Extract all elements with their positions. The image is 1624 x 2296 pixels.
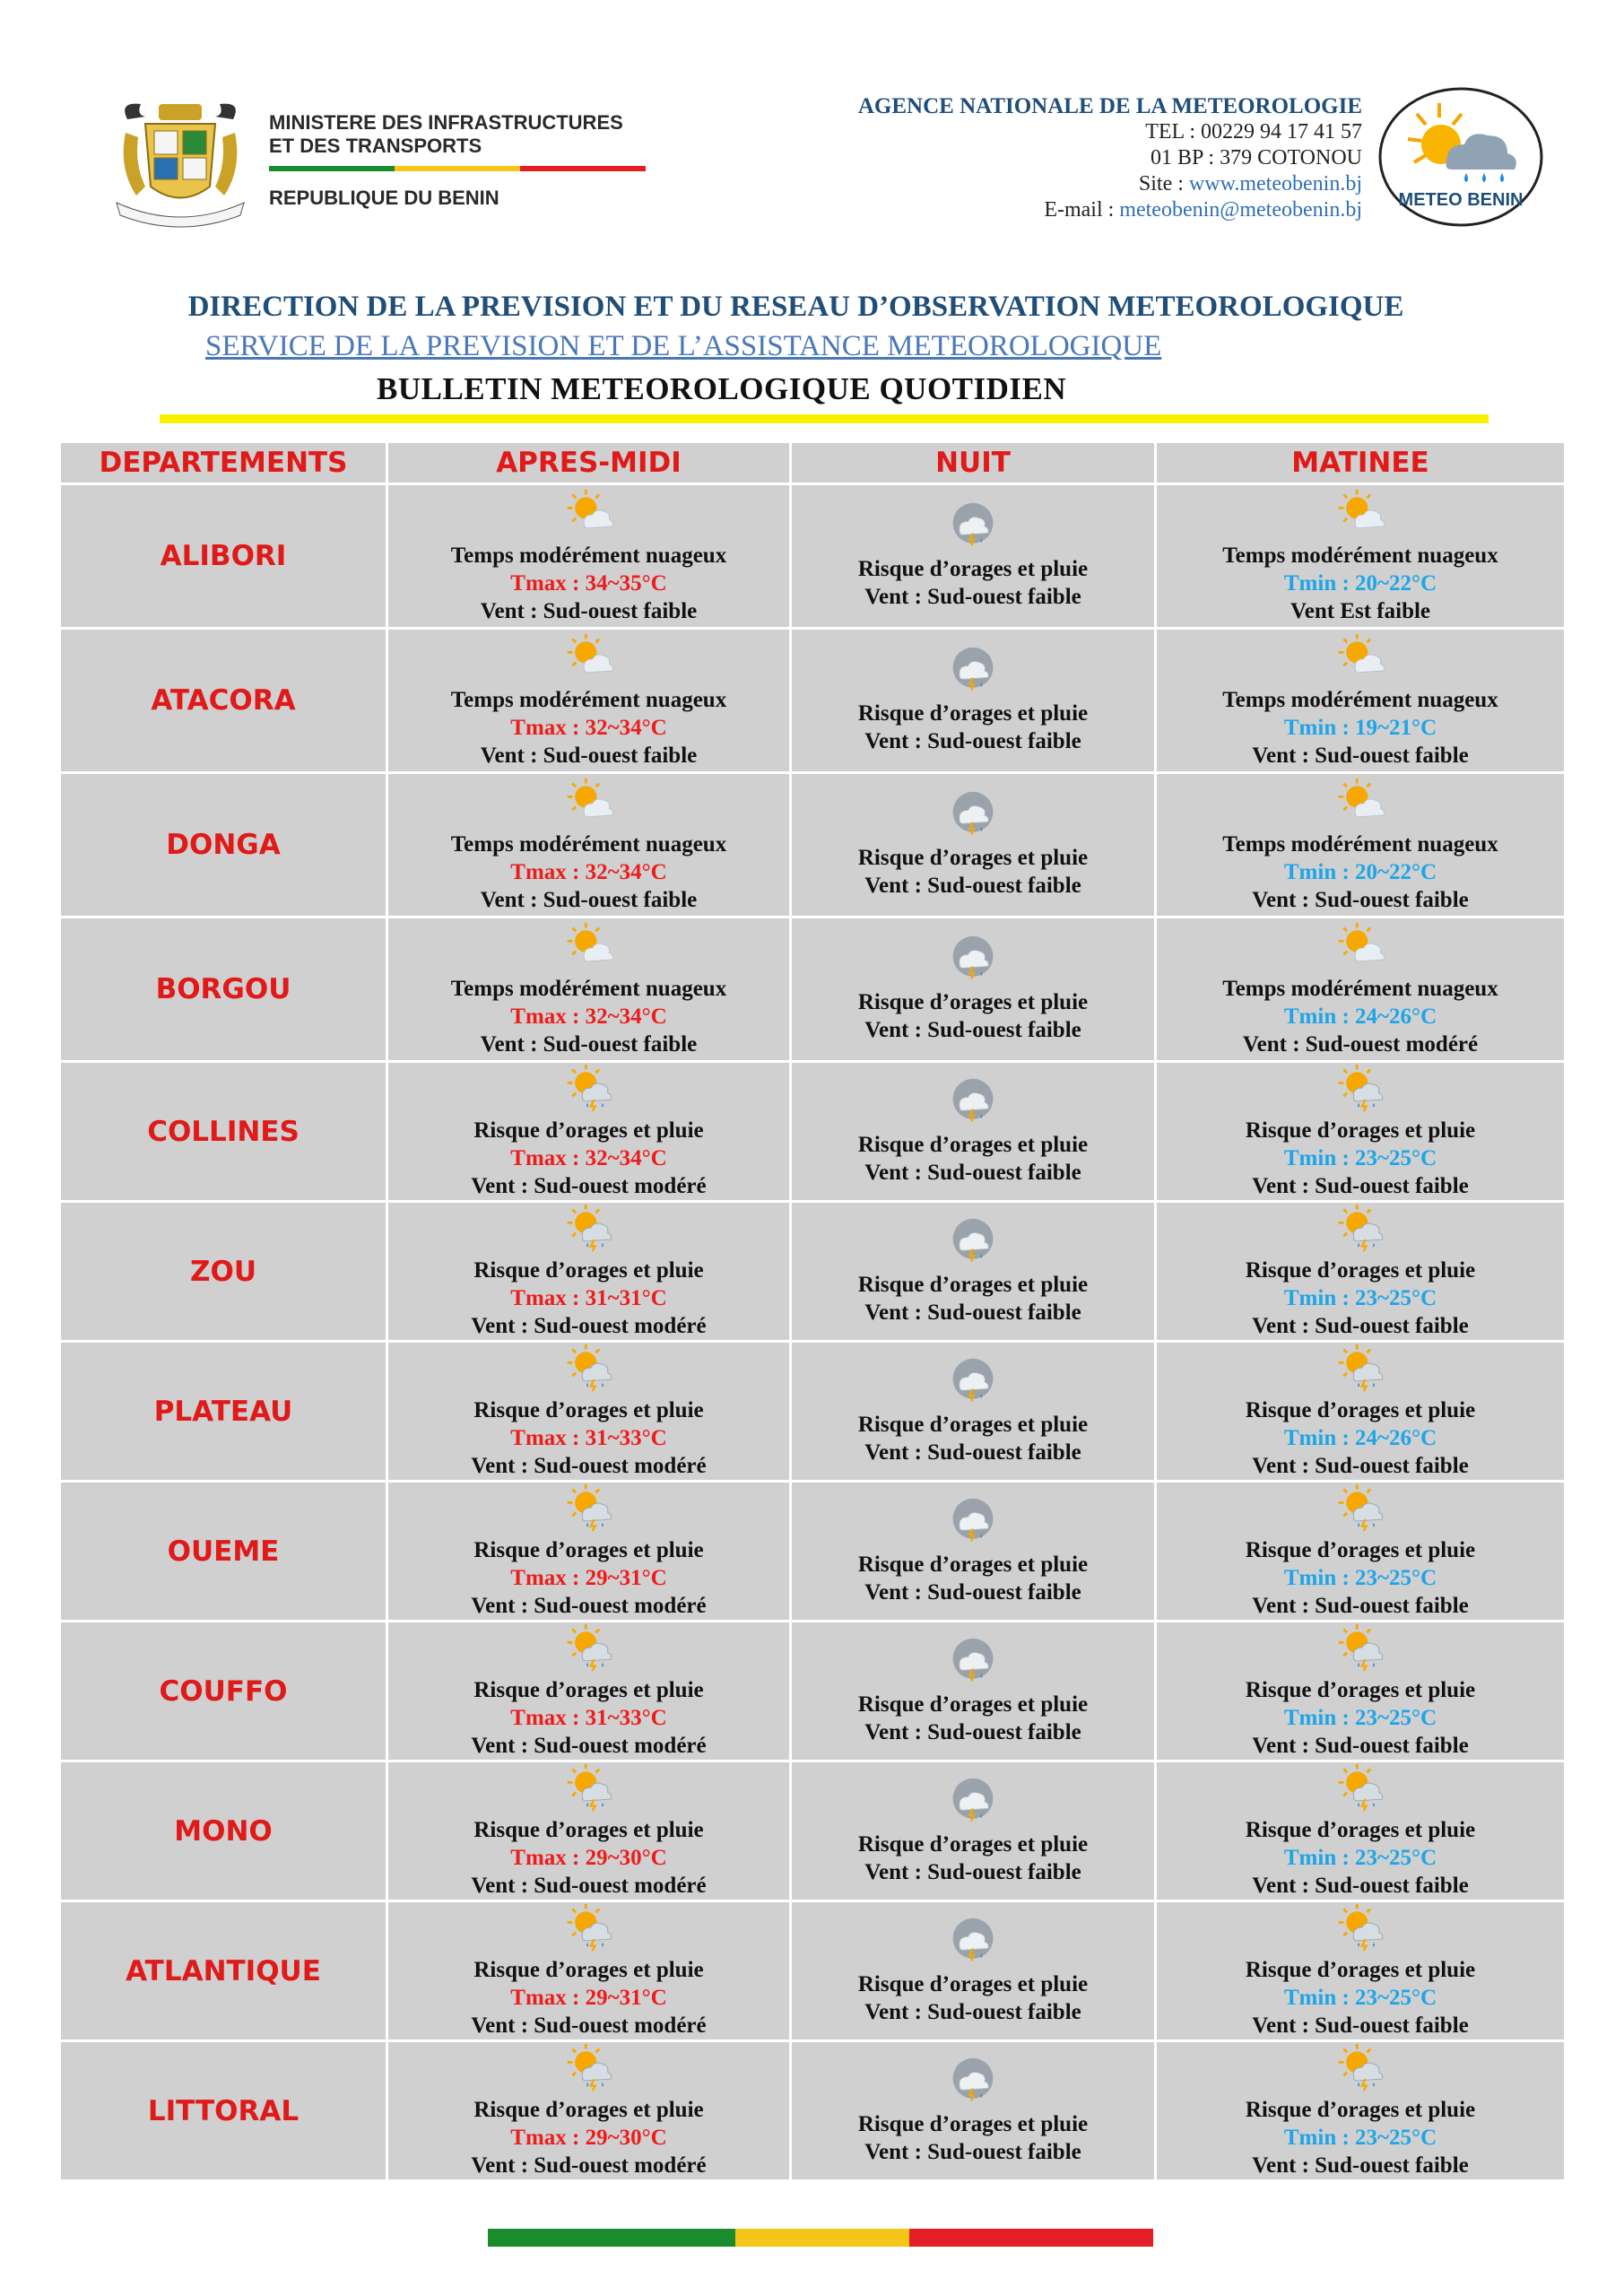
tmax-value: Tmax : 32~34°C bbox=[510, 1004, 667, 1029]
wind-info: Vent : Sud-ouest faible bbox=[864, 2139, 1081, 2164]
wind-info: Vent : Sud-ouest faible bbox=[864, 1018, 1081, 1042]
wind-info: Vent : Sud-ouest faible bbox=[864, 1439, 1081, 1465]
sun-thunderstorm-icon bbox=[1335, 1622, 1385, 1673]
sun-thunderstorm-icon bbox=[564, 1762, 614, 1813]
department-name: ATLANTIQUE bbox=[61, 1902, 386, 2039]
thunderstorm-night-icon bbox=[948, 1777, 998, 1827]
tmin-value: Tmin : 23~25°C bbox=[1283, 1286, 1437, 1310]
thunderstorm-night-icon bbox=[948, 935, 998, 985]
tmax-value: Tmax : 32~34°C bbox=[510, 859, 667, 884]
forecast-cell-nuit bbox=[792, 1762, 1154, 1900]
tmax-value: Tmax : 29~30°C bbox=[510, 1846, 667, 1870]
thunderstorm-night-icon bbox=[948, 790, 998, 840]
weather-condition: Risque d’orages et pluie bbox=[1245, 1118, 1476, 1143]
thunderstorm-night-icon bbox=[948, 2057, 998, 2107]
sun-thunderstorm-icon bbox=[1335, 2042, 1385, 2092]
weather-condition: Temps modérément nuageux bbox=[450, 976, 727, 1001]
wind-info: Vent : Sud-ouest faible bbox=[480, 743, 698, 768]
thunderstorm-night-icon bbox=[948, 1497, 998, 1547]
forecast-cell-matinee bbox=[1157, 485, 1564, 627]
wind-info: Vent : Sud-ouest modéré bbox=[1242, 1031, 1479, 1057]
partly-cloudy-sun-icon bbox=[1335, 488, 1385, 538]
thunderstorm-night-icon bbox=[948, 501, 998, 552]
tmax-value: Tmax : 29~31°C bbox=[510, 1566, 667, 1590]
weather-condition: Temps modérément nuageux bbox=[450, 831, 727, 857]
weather-condition: Temps modérément nuageux bbox=[1222, 687, 1498, 712]
forecast-cell-matinee bbox=[1157, 1762, 1564, 1900]
department-name: BORGOU bbox=[61, 918, 386, 1060]
forecast-cell-apres-midi bbox=[388, 1203, 789, 1340]
weather-condition: Temps modérément nuageux bbox=[450, 543, 727, 568]
thunderstorm-night-icon bbox=[948, 646, 998, 696]
tmin-value: Tmin : 23~25°C bbox=[1283, 1846, 1437, 1870]
partly-cloudy-sun-icon bbox=[564, 921, 614, 971]
forecast-cell-apres-midi bbox=[388, 1762, 789, 1900]
wind-info: Vent : Sud-ouest modéré bbox=[471, 1874, 707, 1898]
weather-condition: Risque d’orages et pluie bbox=[1245, 1538, 1476, 1562]
sun-thunderstorm-icon bbox=[564, 1203, 614, 1253]
forecast-cell-matinee bbox=[1157, 1483, 1564, 1620]
forecast-cell-nuit bbox=[792, 1902, 1154, 2039]
wind-info: Vent : Sud-ouest faible bbox=[864, 729, 1081, 753]
forecast-table bbox=[61, 443, 1564, 2178]
forecast-cell-matinee bbox=[1157, 2042, 1564, 2179]
forecast-cell-apres-midi bbox=[388, 630, 789, 771]
wind-info: Vent Est faible bbox=[1290, 598, 1431, 623]
department-name: LITTORAL bbox=[61, 2042, 386, 2179]
wind-info: Vent : Sud-ouest faible bbox=[864, 585, 1081, 609]
weather-condition: Risque d’orages et pluie bbox=[857, 1132, 1089, 1157]
weather-condition: Temps modérément nuageux bbox=[1222, 831, 1498, 857]
email-label: E-mail : bbox=[1044, 198, 1120, 222]
wind-info: Vent : Sud-ouest faible bbox=[1252, 887, 1469, 912]
forecast-cell-apres-midi bbox=[388, 1063, 789, 1200]
forecast-cell-matinee bbox=[1157, 1063, 1564, 1200]
forecast-cell-matinee bbox=[1157, 1203, 1564, 1340]
weather-condition: Risque d’orages et pluie bbox=[473, 1258, 704, 1283]
wind-info: Vent : Sud-ouest modéré bbox=[471, 1734, 707, 1758]
tmin-value: Tmin : 23~25°C bbox=[1283, 1146, 1437, 1170]
department-name: ALIBORI bbox=[61, 485, 386, 627]
agency-tel: TEL : 00229 94 17 41 57 bbox=[1145, 120, 1362, 144]
wind-info: Vent : Sud-ouest faible bbox=[864, 1160, 1081, 1185]
site-link[interactable]: www.meteobenin.bj bbox=[1188, 172, 1362, 196]
wind-info: Vent : Sud-ouest modéré bbox=[471, 1174, 707, 1198]
flag-stripe bbox=[269, 166, 646, 171]
wind-info: Vent : Sud-ouest faible bbox=[1252, 2153, 1469, 2178]
wind-info: Vent : Sud-ouest modéré bbox=[471, 1454, 707, 1478]
forecast-cell-nuit bbox=[792, 2042, 1154, 2179]
tmax-value: Tmax : 32~34°C bbox=[510, 1146, 667, 1170]
tmin-value: Tmin : 20~22°C bbox=[1283, 859, 1437, 884]
sun-thunderstorm-icon bbox=[564, 1063, 614, 1113]
forecast-cell-matinee bbox=[1157, 918, 1564, 1060]
wind-info: Vent : Sud-ouest faible bbox=[1252, 1734, 1469, 1758]
department-name: COLLINES bbox=[61, 1063, 386, 1200]
sun-thunderstorm-icon bbox=[1335, 1483, 1385, 1533]
weather-condition: Risque d’orages et pluie bbox=[1245, 2098, 1476, 2122]
tmax-value: Tmax : 32~34°C bbox=[510, 715, 667, 740]
forecast-cell-apres-midi bbox=[388, 774, 789, 916]
title-underline bbox=[160, 414, 1489, 423]
partly-cloudy-sun-icon bbox=[564, 777, 614, 827]
weather-condition: Temps modérément nuageux bbox=[1222, 543, 1498, 568]
forecast-cell-apres-midi bbox=[388, 1343, 789, 1480]
tmin-value: Tmin : 23~25°C bbox=[1283, 1706, 1437, 1730]
wind-info: Vent : Sud-ouest faible bbox=[1252, 1174, 1469, 1198]
column-header-nuit: NUIT bbox=[792, 443, 1154, 483]
ministry-name bbox=[269, 111, 623, 158]
wind-info: Vent : Sud-ouest faible bbox=[864, 1999, 1081, 2024]
weather-condition: Risque d’orages et pluie bbox=[473, 1678, 704, 1702]
weather-condition: Temps modérément nuageux bbox=[450, 687, 727, 712]
department-name: OUEME bbox=[61, 1483, 386, 1620]
forecast-cell-nuit bbox=[792, 1203, 1154, 1340]
agency-contact bbox=[858, 93, 1362, 223]
weather-condition: Risque d’orages et pluie bbox=[857, 1552, 1089, 1577]
tmin-value: Tmin : 24~26°C bbox=[1283, 1004, 1437, 1029]
wind-info: Vent : Sud-ouest faible bbox=[864, 1300, 1081, 1325]
department-name: DONGA bbox=[61, 774, 386, 916]
wind-info: Vent : Sud-ouest faible bbox=[1252, 1314, 1469, 1338]
tmax-value: Tmax : 29~31°C bbox=[510, 1986, 667, 2010]
weather-condition: Risque d’orages et pluie bbox=[857, 557, 1089, 581]
wind-info: Vent : Sud-ouest faible bbox=[1252, 743, 1469, 768]
weather-condition: Risque d’orages et pluie bbox=[1245, 1678, 1476, 1702]
forecast-cell-matinee bbox=[1157, 1622, 1564, 1760]
thunderstorm-night-icon bbox=[948, 1077, 998, 1127]
service-title: SERVICE DE LA PREVISION ET DE L’ASSISTANCE METEOROLOGIQUE bbox=[205, 330, 1162, 362]
sun-thunderstorm-icon bbox=[1335, 1203, 1385, 1253]
forecast-cell-nuit bbox=[792, 1063, 1154, 1200]
forecast-cell-apres-midi bbox=[388, 1622, 789, 1760]
sun-thunderstorm-icon bbox=[1335, 1343, 1385, 1393]
site-label: Site : bbox=[1138, 172, 1189, 196]
wind-info: Vent : Sud-ouest faible bbox=[480, 598, 698, 623]
wind-info: Vent : Sud-ouest faible bbox=[1252, 1874, 1469, 1898]
weather-condition: Risque d’orages et pluie bbox=[857, 990, 1089, 1014]
weather-condition: Risque d’orages et pluie bbox=[473, 1818, 704, 1842]
column-header-matinee: MATINEE bbox=[1157, 443, 1564, 483]
weather-condition: Risque d’orages et pluie bbox=[857, 846, 1089, 870]
meteo-benin-logo-icon bbox=[1376, 85, 1545, 229]
sun-thunderstorm-icon bbox=[564, 1902, 614, 1952]
sun-thunderstorm-icon bbox=[564, 1343, 614, 1393]
forecast-cell-nuit bbox=[792, 630, 1154, 771]
wind-info: Vent : Sud-ouest faible bbox=[480, 1031, 698, 1057]
wind-info: Vent : Sud-ouest modéré bbox=[471, 1314, 707, 1338]
weather-condition: Risque d’orages et pluie bbox=[473, 1538, 704, 1562]
forecast-cell-matinee bbox=[1157, 1902, 1564, 2039]
thunderstorm-night-icon bbox=[948, 1357, 998, 1407]
weather-condition: Risque d’orages et pluie bbox=[1245, 1818, 1476, 1842]
tmax-value: Tmax : 31~33°C bbox=[510, 1706, 667, 1730]
sun-thunderstorm-icon bbox=[564, 1622, 614, 1673]
forecast-cell-nuit bbox=[792, 918, 1154, 1060]
email-link[interactable]: meteobenin@meteobenin.bj bbox=[1119, 198, 1362, 222]
sun-thunderstorm-icon bbox=[1335, 1762, 1385, 1813]
forecast-cell-nuit bbox=[792, 485, 1154, 627]
tmin-value: Tmin : 24~26°C bbox=[1283, 1426, 1437, 1450]
forecast-cell-nuit bbox=[792, 1483, 1154, 1620]
forecast-cell-nuit bbox=[792, 1343, 1154, 1480]
weather-condition: Risque d’orages et pluie bbox=[857, 1412, 1089, 1437]
weather-condition: Risque d’orages et pluie bbox=[857, 1971, 1089, 1996]
partly-cloudy-sun-icon bbox=[564, 632, 614, 683]
forecast-cell-apres-midi bbox=[388, 485, 789, 627]
agency-site bbox=[858, 171, 1362, 197]
weather-condition: Risque d’orages et pluie bbox=[473, 1118, 704, 1143]
weather-condition: Temps modérément nuageux bbox=[1222, 976, 1498, 1001]
republic-name: REPUBLIQUE DU BENIN bbox=[269, 187, 499, 209]
tmin-value: Tmin : 23~25°C bbox=[1283, 1566, 1437, 1590]
column-header-departements: DEPARTEMENTS bbox=[61, 443, 386, 483]
weather-condition: Risque d’orages et pluie bbox=[857, 1272, 1089, 1297]
thunderstorm-night-icon bbox=[948, 1217, 998, 1267]
department-name: ATACORA bbox=[61, 630, 386, 771]
wind-info: Vent : Sud-ouest modéré bbox=[471, 2013, 707, 2038]
direction-title: DIRECTION DE LA PREVISION ET DU RESEAU D’OBSERVATION METEOROLOGIQUE bbox=[187, 291, 1404, 323]
tmax-value: Tmax : 29~30°C bbox=[510, 2126, 667, 2150]
forecast-cell-matinee bbox=[1157, 630, 1564, 771]
bulletin-title: BULLETIN METEOROLOGIQUE QUOTIDIEN bbox=[377, 371, 1067, 406]
footer-flag-stripe bbox=[488, 2229, 1153, 2247]
wind-info: Vent : Sud-ouest faible bbox=[864, 1859, 1081, 1884]
partly-cloudy-sun-icon bbox=[1335, 777, 1385, 827]
sun-thunderstorm-icon bbox=[564, 2042, 614, 2092]
weather-condition: Risque d’orages et pluie bbox=[1245, 1398, 1476, 1422]
logo-text: METEO BENIN bbox=[1398, 190, 1524, 210]
wind-info: Vent : Sud-ouest faible bbox=[480, 887, 698, 912]
forecast-cell-apres-midi bbox=[388, 1483, 789, 1620]
agency-name: AGENCE NATIONALE DE LA METEOROLOGIE bbox=[857, 94, 1362, 118]
weather-condition: Risque d’orages et pluie bbox=[857, 1692, 1089, 1717]
wind-info: Vent : Sud-ouest faible bbox=[864, 1579, 1081, 1605]
department-name: COUFFO bbox=[61, 1622, 386, 1760]
forecast-cell-apres-midi bbox=[388, 1902, 789, 2039]
tmin-value: Tmin : 20~22°C bbox=[1283, 570, 1437, 596]
department-name: PLATEAU bbox=[61, 1343, 386, 1480]
department-name: ZOU bbox=[61, 1203, 386, 1340]
forecast-cell-nuit bbox=[792, 1622, 1154, 1760]
column-header-apres-midi: APRES-MIDI bbox=[388, 443, 789, 483]
sun-thunderstorm-icon bbox=[1335, 1902, 1385, 1952]
tmax-value: Tmax : 34~35°C bbox=[510, 570, 667, 596]
forecast-cell-matinee bbox=[1157, 774, 1564, 916]
weather-condition: Risque d’orages et pluie bbox=[473, 2098, 704, 2122]
department-name: MONO bbox=[61, 1762, 386, 1900]
forecast-cell-apres-midi bbox=[388, 918, 789, 1060]
forecast-cell-nuit bbox=[792, 774, 1154, 916]
tmin-value: Tmin : 23~25°C bbox=[1283, 1986, 1437, 2010]
tmax-value: Tmax : 31~31°C bbox=[510, 1286, 667, 1310]
coat-of-arms-icon bbox=[109, 97, 251, 231]
weather-condition: Risque d’orages et pluie bbox=[1245, 1258, 1476, 1283]
wind-info: Vent : Sud-ouest faible bbox=[1252, 2013, 1469, 2038]
sun-thunderstorm-icon bbox=[1335, 1063, 1385, 1113]
partly-cloudy-sun-icon bbox=[1335, 921, 1385, 971]
forecast-cell-apres-midi bbox=[388, 2042, 789, 2179]
agency-bp: 01 BP : 379 COTONOU bbox=[1150, 146, 1362, 170]
weather-condition: Risque d’orages et pluie bbox=[1245, 1958, 1476, 1982]
ministry-line-1: MINISTERE DES INFRASTRUCTURES bbox=[269, 111, 623, 134]
tmin-value: Tmin : 23~25°C bbox=[1283, 2126, 1437, 2150]
wind-info: Vent : Sud-ouest modéré bbox=[471, 2153, 707, 2178]
tmax-value: Tmax : 31~33°C bbox=[510, 1426, 667, 1450]
sun-thunderstorm-icon bbox=[564, 1483, 614, 1533]
wind-info: Vent : Sud-ouest faible bbox=[864, 1719, 1081, 1744]
weather-condition: Risque d’orages et pluie bbox=[473, 1958, 704, 1982]
wind-info: Vent : Sud-ouest faible bbox=[1252, 1454, 1469, 1478]
forecast-cell-matinee bbox=[1157, 1343, 1564, 1480]
weather-condition: Risque d’orages et pluie bbox=[857, 701, 1089, 726]
wind-info: Vent : Sud-ouest faible bbox=[1252, 1594, 1469, 1618]
tmin-value: Tmin : 19~21°C bbox=[1283, 715, 1437, 740]
partly-cloudy-sun-icon bbox=[564, 488, 614, 538]
thunderstorm-night-icon bbox=[948, 1637, 998, 1687]
wind-info: Vent : Sud-ouest faible bbox=[864, 874, 1081, 898]
ministry-line-2: ET DES TRANSPORTS bbox=[269, 135, 482, 157]
partly-cloudy-sun-icon bbox=[1335, 632, 1385, 683]
weather-condition: Risque d’orages et pluie bbox=[857, 2111, 1089, 2136]
thunderstorm-night-icon bbox=[948, 1917, 998, 1967]
agency-email bbox=[858, 197, 1362, 223]
weather-condition: Risque d’orages et pluie bbox=[473, 1398, 704, 1422]
wind-info: Vent : Sud-ouest modéré bbox=[471, 1594, 707, 1618]
weather-condition: Risque d’orages et pluie bbox=[857, 1831, 1089, 1857]
